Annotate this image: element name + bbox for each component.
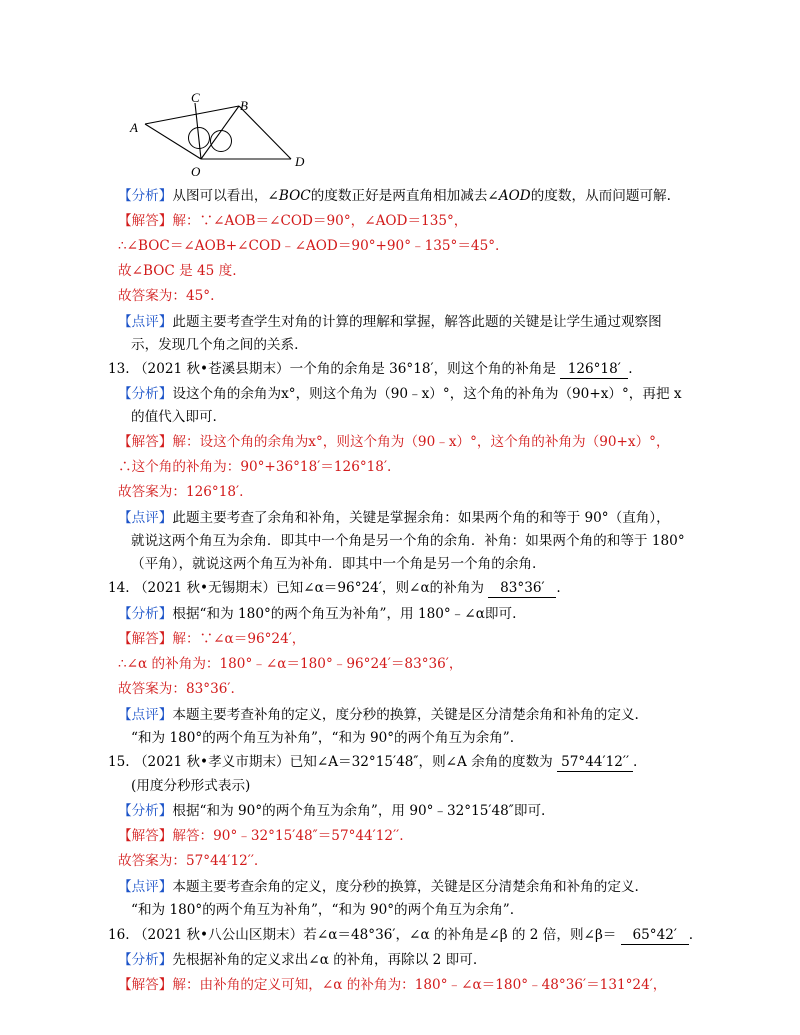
text: 的度数，从而问题可解. bbox=[530, 188, 671, 204]
q15-analysis bbox=[118, 801, 545, 821]
answer-blank: 83°36′ bbox=[488, 579, 556, 598]
text: . bbox=[688, 927, 694, 943]
q13-analysis-line-2: 的值代入即可. bbox=[131, 409, 217, 425]
answer-blank: 65°42′ bbox=[621, 926, 689, 945]
text: . bbox=[628, 361, 633, 377]
text: 设这个角的余角为x°，则这个角为（90﹣x）°，这个角的补角为（90+x）°，再把 x bbox=[172, 386, 682, 402]
text: AOD bbox=[498, 188, 531, 204]
question-stem: （2021 秋•苍溪县期末）一个角的余角是 36°18′，则这个角的补角是 bbox=[133, 361, 556, 377]
q13-solution-line-1 bbox=[118, 432, 670, 452]
solution-tag: 【解答】 bbox=[118, 213, 173, 229]
point-label-c: C bbox=[191, 90, 200, 105]
text: 的度数正好是两直角相加减去∠ bbox=[310, 188, 499, 204]
question-stem: （2021 秋•八公山区期末）若∠α＝48°36′，∠α 的补角是∠β 的 2 倍，则∠β＝ bbox=[133, 927, 617, 943]
text: 此题主要考查了余角和补角，关键是掌握余角：如果两个角的和等于 90°（直角）， bbox=[172, 510, 670, 526]
text: 根据“和为 90°的两个角互为余角”，用 90°﹣32°15′48″即可. bbox=[172, 803, 546, 819]
text: . bbox=[633, 754, 638, 770]
text: 解：由补角的定义可知，∠α 的补角为：180°﹣∠α＝180°﹣48°36′＝131°24′， bbox=[172, 977, 667, 993]
q14-comment-line-1 bbox=[118, 705, 639, 725]
analysis-tag: 【分析】 bbox=[118, 952, 173, 968]
q15-comment-line-1 bbox=[118, 877, 639, 897]
comment-tag: 【点评】 bbox=[118, 314, 173, 330]
text: 解：设这个角的余角为x°，则这个角为（90﹣x）°，这个角的补角为（90+x）°， bbox=[172, 434, 670, 450]
solution-tag: 【解答】 bbox=[118, 828, 173, 844]
q16-analysis bbox=[118, 950, 477, 970]
text: 解：∵∠α＝96°24′， bbox=[172, 631, 306, 647]
analysis-tag: 【分析】 bbox=[118, 386, 173, 402]
q12-solution-line-1 bbox=[118, 211, 467, 231]
text: 解答：90°﹣32°15′48″＝57°44′12′′. bbox=[172, 828, 404, 844]
q13-answer-line: 故答案为：126°18′. bbox=[118, 484, 244, 500]
q14-solution-line-1 bbox=[118, 629, 305, 649]
q15-solution-line-1 bbox=[118, 826, 404, 846]
q16-solution-line-1 bbox=[118, 975, 666, 995]
q15-stem-line-2: (用度分秒形式表示) bbox=[131, 778, 251, 794]
q13-analysis-line-1 bbox=[118, 384, 682, 404]
solution-tag: 【解答】 bbox=[118, 631, 173, 647]
q14-solution-line-2: ∴∠α 的补角为：180°﹣∠α＝180°﹣96°24′＝83°36′， bbox=[118, 656, 463, 672]
question-stem: （2021 秋•孝义市期末）已知∠A＝32°15′48″，则∠A 余角的度数为 bbox=[133, 754, 553, 770]
q12-answer-line: 故答案为：45°. bbox=[118, 288, 215, 304]
point-label-d: D bbox=[295, 154, 305, 169]
q12-analysis bbox=[118, 186, 671, 206]
q15-answer-line: 故答案为：57°44′12′′. bbox=[118, 853, 259, 869]
analysis-tag: 【分析】 bbox=[118, 803, 173, 819]
q12-solution-line-3: 故∠BOC 是 45 度. bbox=[118, 263, 237, 279]
question-number: 13. bbox=[108, 361, 130, 377]
q12-comment-line-2: 示，发现几个角之间的关系. bbox=[131, 337, 299, 353]
angle-diagram bbox=[125, 88, 325, 183]
text: 解：∵∠AOB＝∠COD＝90°，∠AOD＝135°， bbox=[172, 213, 468, 229]
solution-tag: 【解答】 bbox=[118, 434, 173, 450]
angle-figure bbox=[125, 88, 325, 183]
q13-comment-line-2: 就说这两个角互为余角．即其中一个角是另一个角的余角．补角：如果两个角的和等于 180° bbox=[131, 533, 685, 549]
point-label-b: B bbox=[240, 98, 248, 113]
q13-stem bbox=[108, 359, 633, 379]
q14-comment-line-2: “和为 180°的两个角互为补角”，“和为 90°的两个角互为余角”. bbox=[131, 730, 515, 746]
text: 从图可以看出，∠ bbox=[172, 188, 279, 204]
q12-comment-line-1 bbox=[118, 312, 662, 332]
text: 本题主要考查补角的定义，度分秒的换算，关键是区分清楚余角和补角的定义. bbox=[172, 707, 639, 723]
text: 先根据补角的定义求出∠α 的补角，再除以 2 即可. bbox=[172, 952, 478, 968]
comment-tag: 【点评】 bbox=[118, 707, 173, 723]
text: 根据“和为 180°的两个角互为补角”，用 180°﹣∠α即可. bbox=[172, 606, 517, 622]
point-label-a: A bbox=[130, 120, 138, 135]
q13-comment-line-1 bbox=[118, 508, 670, 528]
q15-stem bbox=[108, 752, 637, 772]
q14-answer-line: 故答案为：83°36′. bbox=[118, 681, 235, 697]
text: BOC bbox=[278, 188, 311, 204]
solution-tag: 【解答】 bbox=[118, 977, 173, 993]
q15-comment-line-2: “和为 180°的两个角互为补角”，“和为 90°的两个角互为余角”. bbox=[131, 902, 515, 918]
point-label-o: O bbox=[191, 164, 201, 179]
answer-blank: 57°44′12′′ bbox=[557, 753, 633, 772]
question-number: 16. bbox=[108, 927, 130, 943]
q13-solution-line-2: ∴这个角的补角为：90°+36°18′＝126°18′. bbox=[118, 459, 392, 475]
analysis-tag: 【分析】 bbox=[118, 606, 173, 622]
comment-tag: 【点评】 bbox=[118, 510, 173, 526]
question-stem: （2021 秋•无锡期末）已知∠α＝96°24′，则∠α的补角为 bbox=[133, 580, 485, 596]
question-number: 14. bbox=[108, 580, 130, 596]
q14-analysis bbox=[118, 604, 516, 624]
q16-stem bbox=[108, 925, 693, 945]
q12-solution-line-2: ∴∠BOC＝∠AOB+∠COD﹣∠AOD＝90°+90°﹣135°＝45°. bbox=[118, 238, 500, 254]
question-number: 15. bbox=[108, 754, 130, 770]
text: . bbox=[556, 580, 561, 596]
q13-comment-line-3: （平角），就说这两个角互为补角．即其中一个角是另一个角的余角. bbox=[131, 556, 537, 572]
text: 此题主要考查学生对角的计算的理解和掌握，解答此题的关键是让学生通过观察图 bbox=[172, 314, 662, 330]
analysis-tag: 【分析】 bbox=[118, 188, 173, 204]
comment-tag: 【点评】 bbox=[118, 879, 173, 895]
q14-stem bbox=[108, 578, 561, 598]
answer-blank: 126°18′ bbox=[560, 360, 628, 379]
text: 本题主要考查余角的定义，度分秒的换算，关键是区分清楚余角和补角的定义. bbox=[172, 879, 639, 895]
